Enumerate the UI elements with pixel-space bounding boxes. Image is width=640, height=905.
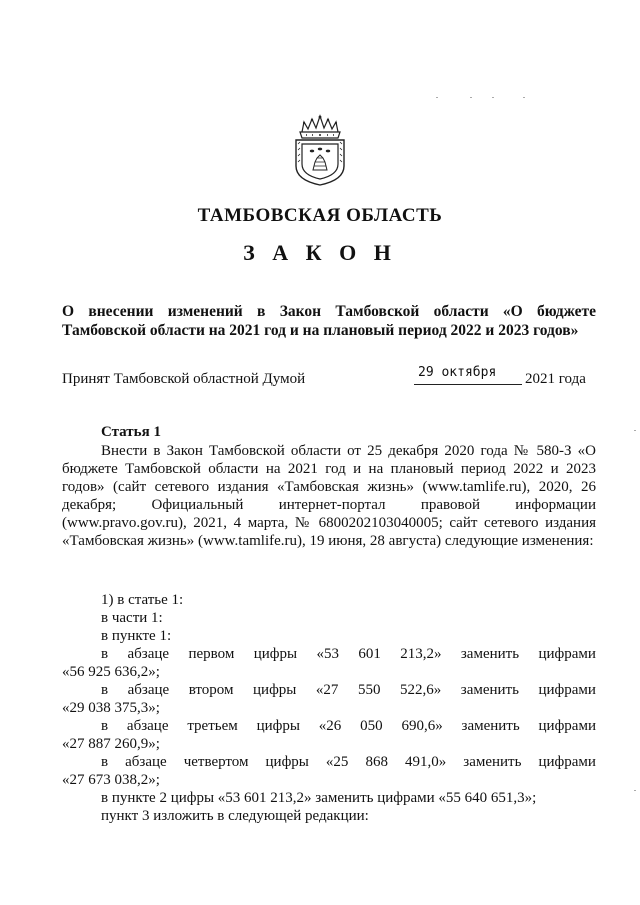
scan-artifact: [492, 97, 494, 98]
word: 213,2»: [400, 646, 442, 662]
date-underline: [414, 384, 522, 385]
word: четвертом: [183, 754, 249, 770]
word: заменить: [460, 646, 520, 662]
word: в: [101, 682, 109, 698]
amendment-line-4: [62, 753, 596, 771]
word: 522,6»: [399, 682, 442, 698]
article-heading: Статья 1: [101, 424, 161, 440]
amendment-line-1: [62, 645, 596, 663]
list-item: в пункте 1:: [101, 628, 172, 644]
amendment-point-2: в пункте 2 цифры «53 601 213,2» заменить цифрами «55 640 651,3»;: [101, 790, 537, 806]
word: первом: [188, 646, 235, 662]
amendment-line-3-cont: «27 887 260,9»;: [62, 736, 160, 752]
amendment-line-1-cont: «56 925 636,2»;: [62, 664, 160, 680]
coat-of-arms-icon: [290, 114, 350, 186]
list-item: в части 1:: [101, 610, 163, 626]
adoption-label: Принят Тамбовской областной Думой: [62, 371, 306, 387]
word: 050: [360, 718, 383, 734]
word: в: [101, 754, 109, 770]
amendment-line-3: [62, 717, 596, 735]
word: цифрами: [538, 646, 596, 662]
word: абзаце: [127, 646, 170, 662]
word: третьем: [187, 718, 238, 734]
word: 550: [357, 682, 381, 698]
word: заменить: [461, 718, 520, 734]
word: 690,6»: [401, 718, 443, 734]
scan-artifact: [436, 97, 438, 98]
amendment-line-4-cont: «27 673 038,2»;: [62, 772, 160, 788]
amendment-line-2: [62, 681, 596, 699]
word: цифры: [253, 646, 298, 662]
article-intro-text: Внести в Закон Тамбовской области от 25 декабря 2020 года № 580-З «О бюджете Тамбовской области на 2021 год и на плановый период 2022 и 2023 годов» (сайт сетевого издания «Тамбовская жизнь» (www.tamlife.ru), 2020, 26 декабря; Официальный интернет-портал правовой информации (www.pravo.gov.ru), 2021, 4 марта, № 6800202103040005; сайт сетевого издания «Тамбовская жизнь» (www.tamlife.ru), 19 июня, 28 августа) следующие изменения:: [62, 443, 596, 549]
document-type: З А К О Н: [243, 240, 397, 265]
adoption-date-handwritten: 29 октября: [418, 365, 497, 380]
word: «53: [316, 646, 339, 662]
amendment-point-3: пункт 3 изложить в следующей редакции:: [101, 808, 369, 824]
article-intro: [62, 442, 596, 550]
scan-artifact: [470, 97, 472, 98]
word: цифры: [265, 754, 309, 770]
word: цифрами: [538, 718, 596, 734]
list-item: 1) в статье 1:: [101, 592, 184, 608]
word: цифрами: [538, 754, 596, 770]
word: цифры: [253, 682, 297, 698]
word: абзаце: [127, 682, 170, 698]
adoption-year: 2021 года: [525, 371, 586, 387]
word: «26: [318, 718, 342, 734]
word: абзаце: [125, 754, 167, 770]
document-title: О внесении изменений в Закон Тамбовской области «О бюджете Тамбовской области на 2021 год и на плановый период 2022 и 2023 годов»: [62, 303, 596, 339]
word: втором: [188, 682, 234, 698]
region-name: ТАМБОВСКАЯ ОБЛАСТЬ: [197, 205, 443, 226]
word: в: [101, 718, 109, 734]
word: «25: [325, 754, 349, 770]
word: заменить: [463, 754, 522, 770]
scan-artifact: [634, 430, 636, 431]
scan-artifact: [523, 97, 525, 98]
word: цифры: [256, 718, 300, 734]
word: 491,0»: [404, 754, 447, 770]
word: цифрами: [538, 682, 596, 698]
word: 601: [358, 646, 381, 662]
adoption-row: [62, 365, 596, 389]
word: заменить: [460, 682, 519, 698]
word: абзаце: [126, 718, 169, 734]
word: в: [101, 646, 109, 662]
word: «27: [315, 682, 339, 698]
amendment-line-2-cont: «29 038 375,3»;: [62, 700, 160, 716]
word: 868: [365, 754, 388, 770]
